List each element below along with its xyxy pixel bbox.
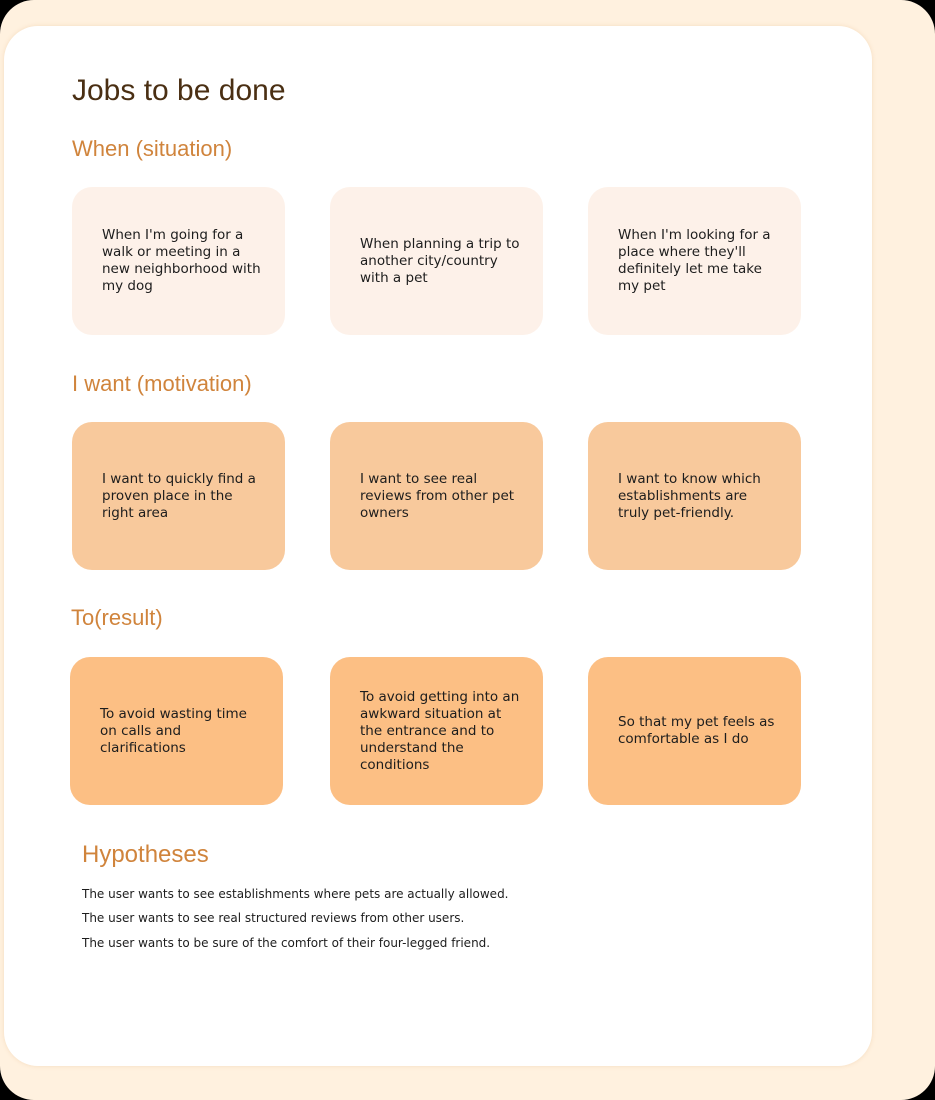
hypothesis-item: The user wants to be sure of the comfort of their four-legged friend. bbox=[82, 936, 491, 950]
result-card-3 bbox=[588, 657, 801, 805]
situation-card-3 bbox=[588, 187, 801, 335]
motivation-heading: I want (motivation) bbox=[72, 371, 252, 396]
motivation-card-text: I want to know which establishments are truly pet-friendly. bbox=[618, 470, 761, 521]
motivation-card-2 bbox=[330, 422, 543, 570]
result-card-text: To avoid getting into an awkward situation at the entrance and to understand the conditions bbox=[360, 688, 520, 773]
page-title: Jobs to be done bbox=[72, 74, 286, 107]
motivation-card-3 bbox=[588, 422, 801, 570]
motivation-card-1 bbox=[72, 422, 285, 570]
situation-card-1 bbox=[72, 187, 285, 335]
situation-card-text: When planning a trip to another city/country with a pet bbox=[360, 235, 520, 286]
result-card-text: To avoid wasting time on calls and clarifications bbox=[100, 705, 247, 756]
hypothesis-item: The user wants to see real structured reviews from other users. bbox=[82, 911, 465, 925]
hypothesis-item: The user wants to see establishments where pets are actually allowed. bbox=[82, 887, 509, 901]
motivation-card-text: I want to see real reviews from other pet owners bbox=[360, 470, 515, 521]
situation-heading: When (situation) bbox=[72, 136, 233, 161]
result-card-1 bbox=[70, 657, 283, 805]
result-card-2 bbox=[330, 657, 543, 805]
situation-card-text: When I'm looking for a place where they'll definitely let me take my pet bbox=[618, 227, 771, 294]
motivation-card-text: I want to quickly find a proven place in the right area bbox=[102, 470, 256, 521]
hypotheses-heading: Hypotheses bbox=[82, 841, 209, 868]
situation-card-text: When I'm going for a walk or meeting in a new neighborhood with my dog bbox=[102, 227, 261, 294]
result-card-text: So that my pet feels as comfortable as I do bbox=[618, 714, 775, 747]
situation-card-2 bbox=[330, 187, 543, 335]
result-heading: To(result) bbox=[71, 605, 163, 630]
